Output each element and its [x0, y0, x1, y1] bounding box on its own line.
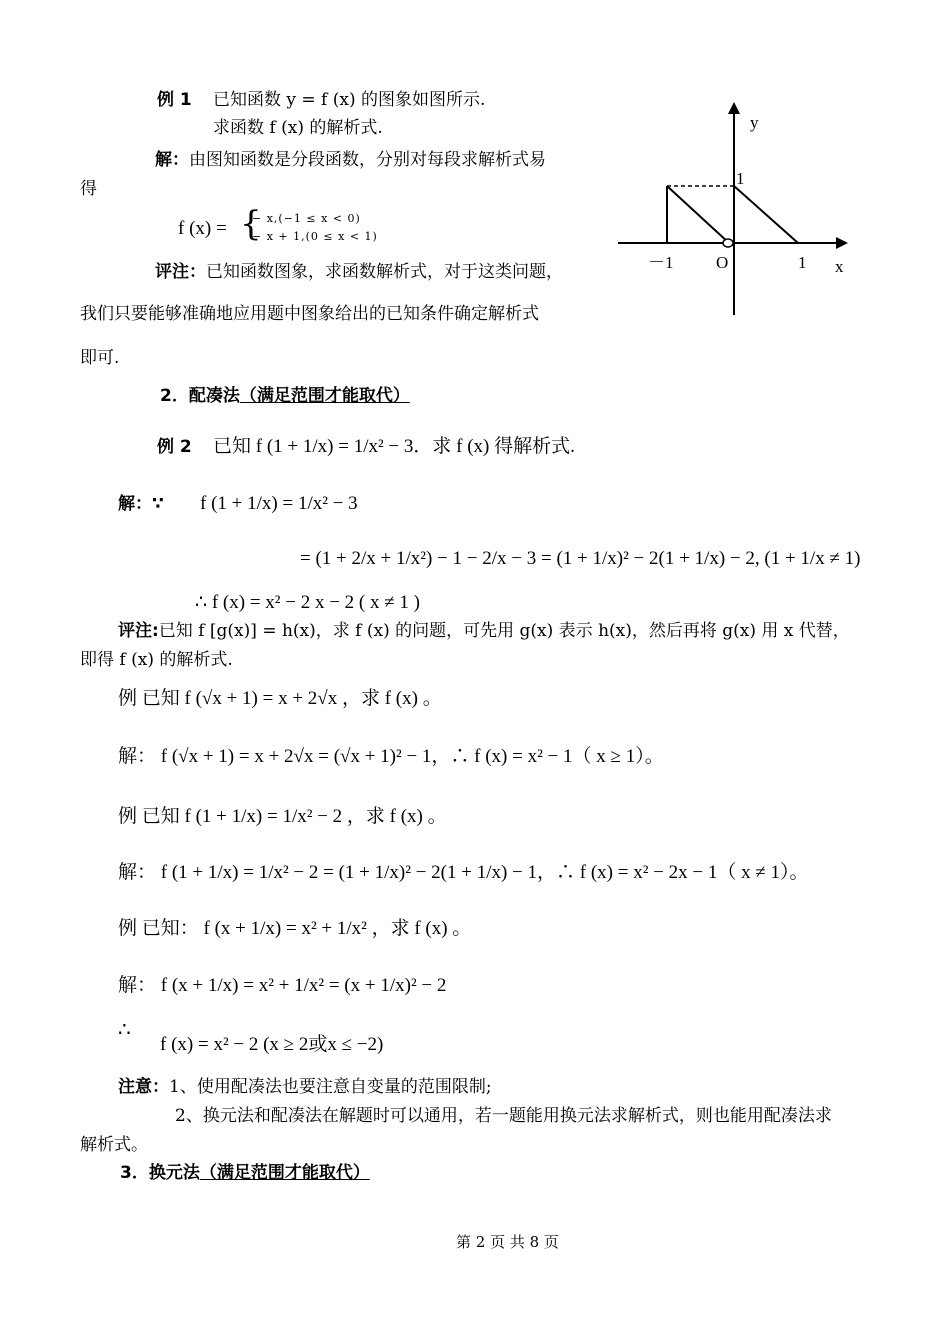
x-neg-one-label: －1: [648, 253, 674, 272]
example-2-sol-line2: = (1 + 2/x + 1/x²) − 1 − 2/x − 3 = (1 + 1/x)² − 2(1 + 1/x) − 2, (1 + 1/x ≠ 1): [300, 548, 861, 569]
note-text: 已知函数图象，求函数解析式，对于这类问题，: [206, 262, 563, 282]
piecewise-case-1: − x,(−1 ≤ x < 0): [252, 212, 361, 225]
section-2-title: [160, 386, 410, 406]
example-2-sol-line3: ∴ f (x) = x² − 2 x − 2 ( x ≠ 1 ): [195, 592, 420, 613]
example-2-note-label: 评注:: [118, 621, 159, 641]
y-one-label: 1: [736, 169, 745, 188]
example-2-note-text: 已知 f [g(x)] = h(x)，求 f (x) 的问题，可先用 g(x) 表示 h(x)，然后再将 g(x) 用 x 代替，: [158, 621, 850, 641]
section-2-number: 2．: [160, 386, 189, 406]
x-axis-arrow-icon: [836, 237, 848, 249]
open-point-icon: [723, 239, 733, 247]
piecewise-fx: f (x) =: [178, 218, 227, 239]
therefore-symbol: ∴: [118, 1017, 131, 1041]
example-2-question: 已知 f (1 + 1/x) = 1/x² − 3．求 f (x) 得解析式.: [213, 436, 575, 457]
notice-item-1: 1、使用配凑法也要注意自变量的范围限制;: [169, 1077, 492, 1097]
x-axis-label: x: [835, 257, 844, 276]
example-2-solution-label: 解：∵: [118, 494, 164, 514]
section-2-paren: （满足范围才能取代）: [239, 386, 410, 406]
solution-text-cont: 得: [80, 179, 97, 199]
x-one-label: 1: [798, 253, 807, 272]
example-2-sol-line1: f (1 + 1/x) = 1/x² − 3: [200, 493, 358, 514]
piecewise-case-2: − x + 1,(0 ≤ x < 1): [252, 230, 378, 243]
note-label: 评注：: [155, 262, 206, 282]
example-3-answer: 解： f (√x + 1) = x + 2√x = (√x + 1)² − 1，∴ f (x) = x² − 1（ x ≥ 1）。: [118, 746, 664, 767]
example-1-line1: 已知函数 y = f (x) 的图象如图所示.: [213, 90, 486, 110]
section-3-number: 3．: [120, 1163, 149, 1183]
function-graph: [610, 100, 860, 330]
example-2-label: 例 2: [157, 437, 192, 457]
example-4-answer: 解： f (1 + 1/x) = 1/x² − 2 = (1 + 1/x)² − 2(1 + 1/x) − 1，∴ f (x) = x² − 2x − 1（ x ≠ 1）。: [118, 862, 809, 883]
notice-item-2-cont: 解析式。: [80, 1135, 148, 1155]
example-1-label: 例 1: [157, 90, 192, 110]
example-5-question: 例 已知： f (x + 1/x) = x² + 1/x² ，求 f (x) 。: [118, 918, 472, 939]
note-text-3: 即可.: [80, 348, 120, 368]
solution-text: 由图知函数是分段函数，分别对每段求解析式易: [189, 150, 546, 170]
note-text-2: 我们只要能够准确地应用题中图象给出的已知条件确定解析式: [80, 304, 539, 324]
section-3-name: 换元法: [148, 1163, 200, 1183]
notice-label: 注意：: [118, 1077, 169, 1097]
section-3-title: [120, 1163, 370, 1183]
example-5-answer: 解： f (x + 1/x) = x² + 1/x² = (x + 1/x)² − 2: [118, 975, 447, 996]
example-2-note-text-2: 即得 f (x) 的解析式.: [80, 650, 233, 670]
segment-left: [667, 186, 729, 243]
example-4-question: 例 已知 f (1 + 1/x) = 1/x² − 2 ，求 f (x) 。: [118, 806, 447, 827]
segment-right: [734, 186, 798, 243]
notice-item-2: 2、换元法和配凑法在解题时可以通用，若一题能用换元法求解析式，则也能用配凑法求: [175, 1106, 832, 1126]
page-footer: 第 2 页 共 8 页: [456, 1233, 559, 1251]
origin-label: O: [716, 253, 729, 272]
section-3-paren: （满足范围才能取代）: [199, 1163, 370, 1183]
brace-icon: {: [240, 204, 262, 244]
example-5-result: f (x) = x² − 2 (x ≥ 2或x ≤ −2): [160, 1034, 384, 1055]
section-2-name: 配凑法: [188, 386, 240, 406]
example-3-question: 例 已知 f (√x + 1) = x + 2√x ，求 f (x) 。: [118, 688, 442, 709]
y-axis-arrow-icon: [728, 102, 740, 114]
solution-label: 解：: [155, 150, 189, 170]
y-axis-label: y: [750, 113, 759, 132]
example-1-line2: 求函数 f (x) 的解析式.: [213, 118, 383, 138]
